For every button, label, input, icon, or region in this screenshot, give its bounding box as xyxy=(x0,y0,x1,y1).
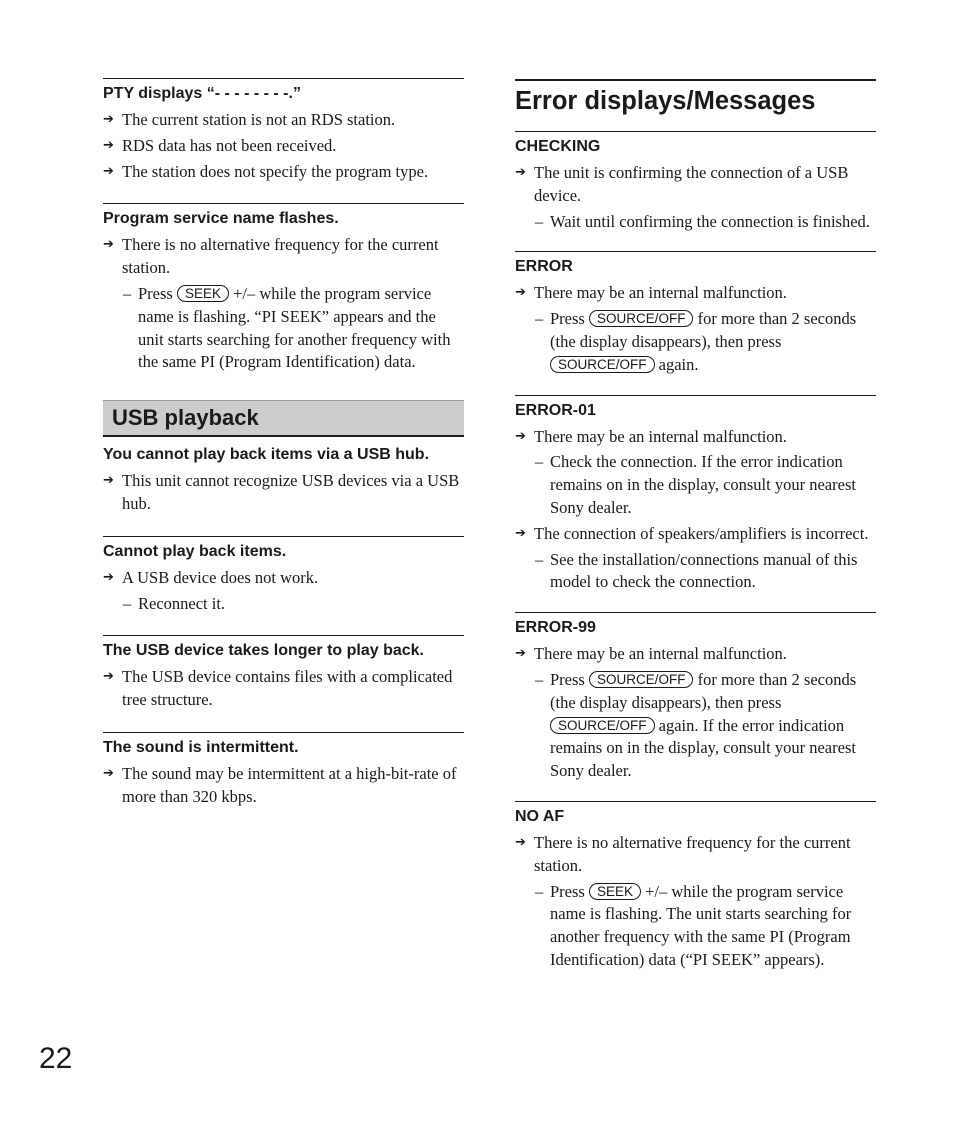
error99-heading: ERROR-99 xyxy=(515,619,596,637)
cannot-play-bullet: ➔ A USB device does not work. xyxy=(103,567,464,590)
page-title: Error displays/Messages xyxy=(515,87,816,115)
arrow-right-icon: ➔ xyxy=(103,137,114,153)
usb-playback-banner xyxy=(103,400,464,437)
error99-bullet: ➔ There may be an internal malfunction. xyxy=(515,643,876,666)
psn-sub: – Press SEEK +/– while the program service name is flashing. “PI SEEK” appears and the unit starts searching for another frequency with the same PI (Program Identification) data. xyxy=(123,283,451,372)
psn-section xyxy=(103,203,464,374)
usb-hub-heading: You cannot play back items via a USB hub. xyxy=(103,446,430,464)
psn-bullet: ➔ There is no alternative frequency for the current station. xyxy=(103,235,439,278)
noaf-section xyxy=(515,801,876,972)
arrow-right-icon: ➔ xyxy=(103,473,114,489)
error99-section xyxy=(515,612,876,783)
source-off-key-label: SOURCE/OFF xyxy=(589,671,694,688)
longer-heading: The USB device takes longer to play back. xyxy=(103,642,424,660)
noaf-bullet: ➔ There is no alternative frequency for the current station. xyxy=(515,832,851,875)
intermittent-bullet: ➔ The sound may be intermittent at a high-bit-rate of more than 320 kbps. xyxy=(103,763,457,806)
arrow-right-icon: ➔ xyxy=(103,669,114,685)
source-off-key-label: SOURCE/OFF xyxy=(589,310,694,327)
right-column xyxy=(515,79,876,990)
usb-hub-bullet: ➔ This unit cannot recognize USB devices via a USB hub. xyxy=(103,471,460,513)
arrow-right-icon: ➔ xyxy=(515,285,526,301)
seek-key-label: SEEK xyxy=(589,883,641,900)
error-sub: – Press SOURCE/OFF for more than 2 seconds (the display disappears), then press SOURCE/OFF again. xyxy=(535,309,857,374)
left-column xyxy=(103,78,464,829)
usb-playback-title: USB playback xyxy=(112,405,259,431)
checking-heading: CHECKING xyxy=(515,138,601,155)
source-off-key-label: SOURCE/OFF xyxy=(550,356,655,373)
intermittent-section xyxy=(103,732,464,809)
pty-section xyxy=(103,78,464,183)
arrow-right-icon: ➔ xyxy=(515,165,526,180)
pty-heading: PTY displays “- - - - - - - -.” xyxy=(103,85,301,102)
arrow-right-icon: ➔ xyxy=(515,646,526,662)
arrow-right-icon: ➔ xyxy=(103,569,114,585)
error-section xyxy=(515,251,876,376)
error99-sub: – Press SOURCE/OFF for more than 2 seconds (the display disappears), then press SOURCE/OFF again. If the error indication remains on in the display, consult your nearest Sony dealer. xyxy=(535,669,857,781)
error01-sub-1: – Check the connection. If the error indication remains on in the display, consult your nearest Sony dealer. xyxy=(535,452,856,517)
arrow-right-icon: ➔ xyxy=(103,765,114,781)
arrow-right-icon: ➔ xyxy=(103,112,114,127)
source-off-key-label: SOURCE/OFF xyxy=(550,717,655,734)
arrow-right-icon: ➔ xyxy=(515,525,526,541)
usb-hub-section xyxy=(103,445,464,516)
checking-section xyxy=(515,131,876,233)
noaf-heading: NO AF xyxy=(515,807,565,825)
arrow-right-icon: ➔ xyxy=(103,163,114,179)
error-heading: ERROR xyxy=(515,258,573,276)
checking-bullet: ➔ The unit is confirming the connection of a USB device. xyxy=(515,163,849,205)
noaf-sub: – Press SEEK +/– while the program service name is flashing. The unit starts searching for another frequency with the same PI (Program Identification) data (“PI SEEK” appears). xyxy=(535,881,852,969)
error01-bullet-1: ➔ There may be an internal malfunction. xyxy=(515,426,876,449)
cannot-play-section xyxy=(103,536,464,616)
seek-key-label: SEEK xyxy=(177,285,229,302)
arrow-right-icon: ➔ xyxy=(515,428,526,444)
intermittent-heading: The sound is intermittent. xyxy=(103,738,299,756)
checking-sub: – Wait until confirming the connection is finished. xyxy=(535,211,870,231)
arrow-right-icon: ➔ xyxy=(515,834,526,850)
pty-bullet-2: ➔ RDS data has not been received. xyxy=(103,135,464,158)
pty-bullet-1: ➔ The current station is not an RDS station. xyxy=(103,109,464,132)
arrow-right-icon: ➔ xyxy=(103,237,114,253)
page-number: 22 xyxy=(39,1042,73,1075)
longer-bullet: ➔ The USB device contains files with a complicated tree structure. xyxy=(103,667,453,710)
error01-heading: ERROR-01 xyxy=(515,401,596,419)
error-bullet: ➔ There may be an internal malfunction. xyxy=(515,282,876,305)
cannot-play-heading: Cannot play back items. xyxy=(103,542,287,560)
psn-heading: Program service name flashes. xyxy=(103,210,339,228)
error01-sub-2: – See the installation/connections manual of this model to check the connection. xyxy=(535,549,858,592)
error01-bullet-2: ➔ The connection of speakers/amplifiers is incorrect. xyxy=(515,523,876,546)
cannot-play-sub: – Reconnect it. xyxy=(123,593,226,613)
pty-bullet-3: ➔ The station does not specify the program type. xyxy=(103,161,464,184)
error-displays-header xyxy=(515,79,876,117)
longer-section xyxy=(103,635,464,712)
error01-section xyxy=(515,395,876,595)
